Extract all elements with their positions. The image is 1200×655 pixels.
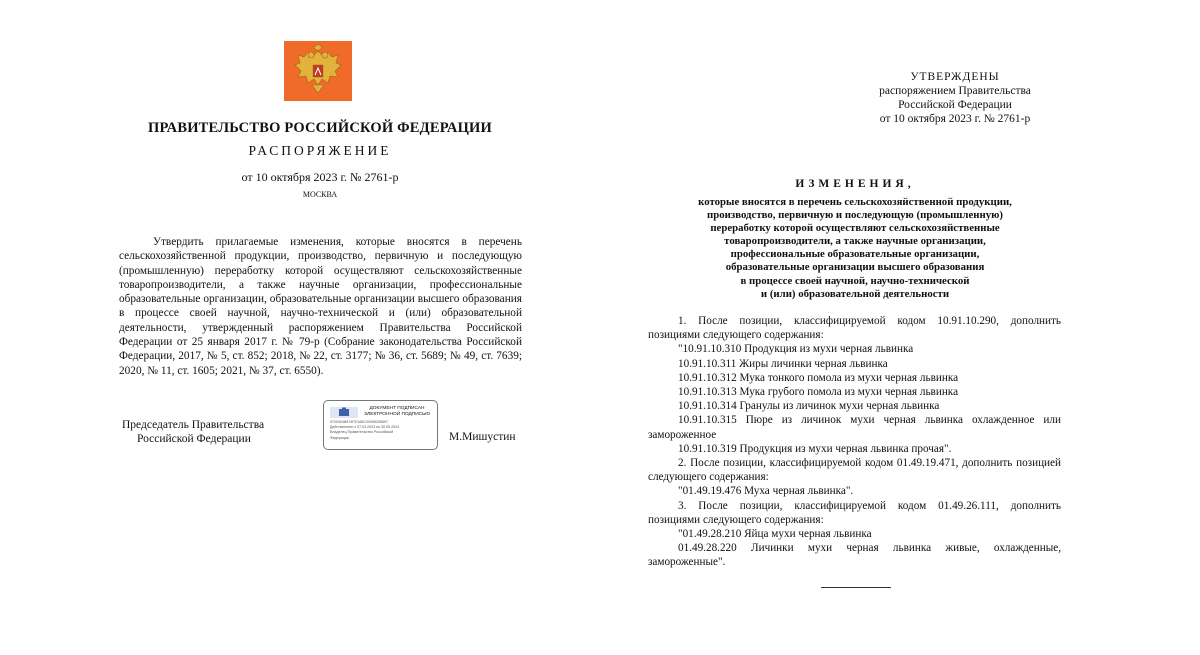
- decree-city: МОСКВА: [302, 190, 338, 199]
- emblem-small-icon: [330, 407, 358, 418]
- stamp-title: [360, 406, 434, 418]
- changes-list: [648, 314, 1061, 570]
- stamp-owner-cont: Федерации: [330, 435, 349, 440]
- list-item: 2. После позиции, классифицируемой кодом 01.49.19.471, дополнить позицией следующего содержания:: [648, 457, 1061, 484]
- government-name: ПРАВИТЕЛЬСТВО РОССИЙСКОЙ ФЕДЕРАЦИИ: [147, 120, 493, 136]
- subtitle-line: в процессе своей научной, научно-технической: [740, 274, 970, 287]
- list-item: "10.91.10.310 Продукция из мухи черная львинка: [678, 343, 914, 356]
- signatory-title: [122, 418, 264, 446]
- list-item: 10.91.10.315 Пюре из личинок мухи черная львинка охлажденное или замороженное: [648, 414, 1061, 441]
- subtitle-line: профессиональные образовательные организации,: [730, 248, 980, 261]
- russian-coat-of-arms-icon: [284, 41, 352, 101]
- stamp-certificate: 5725304B874FE1A6C00089290697: [330, 420, 388, 424]
- approval-block: [855, 70, 1055, 126]
- decree-paragraph: Утвердить прилагаемые изменения, которые вносятся в перечень сельскохозяйственной продукции, производство, первичную и последующую (промышленную) переработку которой осуществляют сельскохозяйственные товаропроизводители, а также научные организации, профессиональные образовательные организации, образовательные организации высшего образования в процессе своей научной, научно-технической и (или) образовательной деятельности, утвержденный распоряжением Правительства Российской Федерации от 25 января 2017 г. № 79-р (Собрание законодательства Российской Федерации, 2017, № 5, ст. 852; 2018, № 22, ст. 3177; № 36, ст. 5689; № 49, ст. 7639; 2020, № 11, ст. 1605; 2021, № 37, ст. 6550).: [119, 236, 522, 377]
- subtitle-line: производство, первичную и последующую (промышленную): [707, 209, 1003, 222]
- changes-subtitle: [650, 196, 1060, 301]
- stamp-title-line2: ЭЛЕКТРОННОЙ ПОДПИСЬЮ: [363, 412, 431, 417]
- end-divider: [821, 587, 891, 588]
- list-item: 3. После позиции, классифицируемой кодом 01.49.26.111, дополнить позициями следующего содержания:: [648, 499, 1061, 526]
- list-item: 10.91.10.312 Мука тонкого помола из мухи черная львинка: [678, 371, 959, 384]
- subtitle-line: товаропроизводители, а также научные организации,: [724, 235, 986, 248]
- signatory-title-line2: Российской Федерации: [137, 433, 251, 445]
- list-item: 10.91.10.313 Мука грубого помола из мухи черная львинка: [678, 386, 959, 399]
- electronic-signature-stamp: [323, 400, 438, 450]
- list-item: 10.91.10.319 Продукция из мухи черная львинка прочая".: [678, 442, 952, 455]
- list-item: "01.49.19.476 Муха черная львинка".: [678, 485, 854, 498]
- approved-line4: от 10 октября 2023 г. № 2761-р: [879, 113, 1031, 125]
- list-item: 1. После позиции, классифицируемой кодом 10.91.10.290, дополнить позициями следующего содержания:: [648, 315, 1061, 342]
- decree-body: [119, 235, 522, 378]
- signatory-name: М.Мишустин: [449, 431, 516, 443]
- stamp-validity: Действителен с 07.03.2023 по 30.05.2024: [330, 425, 400, 430]
- subtitle-line: которые вносятся в перечень сельскохозяйственной продукции,: [698, 196, 1012, 208]
- decree-date-number: от 10 октября 2023 г. № 2761-р: [241, 170, 399, 184]
- approved-label: УТВЕРЖДЕНЫ: [910, 71, 1000, 83]
- subtitle-line: переработку которой осуществляют сельскохозяйственные: [710, 222, 1000, 235]
- stamp-title-line1: ДОКУМЕНТ ПОДПИСАН: [369, 406, 425, 411]
- subtitle-line: и (или) образовательной деятельности: [760, 287, 950, 300]
- stamp-details: [330, 420, 434, 441]
- list-item: "01.49.28.210 Яйца мухи черная львинка: [678, 528, 872, 541]
- subtitle-line: образовательные организации высшего образования: [725, 261, 985, 274]
- approved-line3: Российской Федерации: [898, 99, 1012, 111]
- document-type: РАСПОРЯЖЕНИЕ: [248, 143, 392, 158]
- list-item: 10.91.10.311 Жиры личинки черная львинка: [678, 357, 888, 370]
- list-item: 10.91.10.314 Гранулы из личинок мухи черная львинка: [678, 400, 940, 413]
- approved-line2: распоряжением Правительства: [879, 85, 1031, 97]
- stamp-owner: Владелец Правительство Российской: [330, 430, 394, 435]
- changes-title: ИЗМЕНЕНИЯ,: [795, 178, 915, 190]
- signatory-title-line1: Председатель Правительства: [122, 419, 265, 431]
- list-item: 01.49.28.220 Личинки мухи черная львинка живые, охлажденные, замороженные".: [648, 542, 1061, 569]
